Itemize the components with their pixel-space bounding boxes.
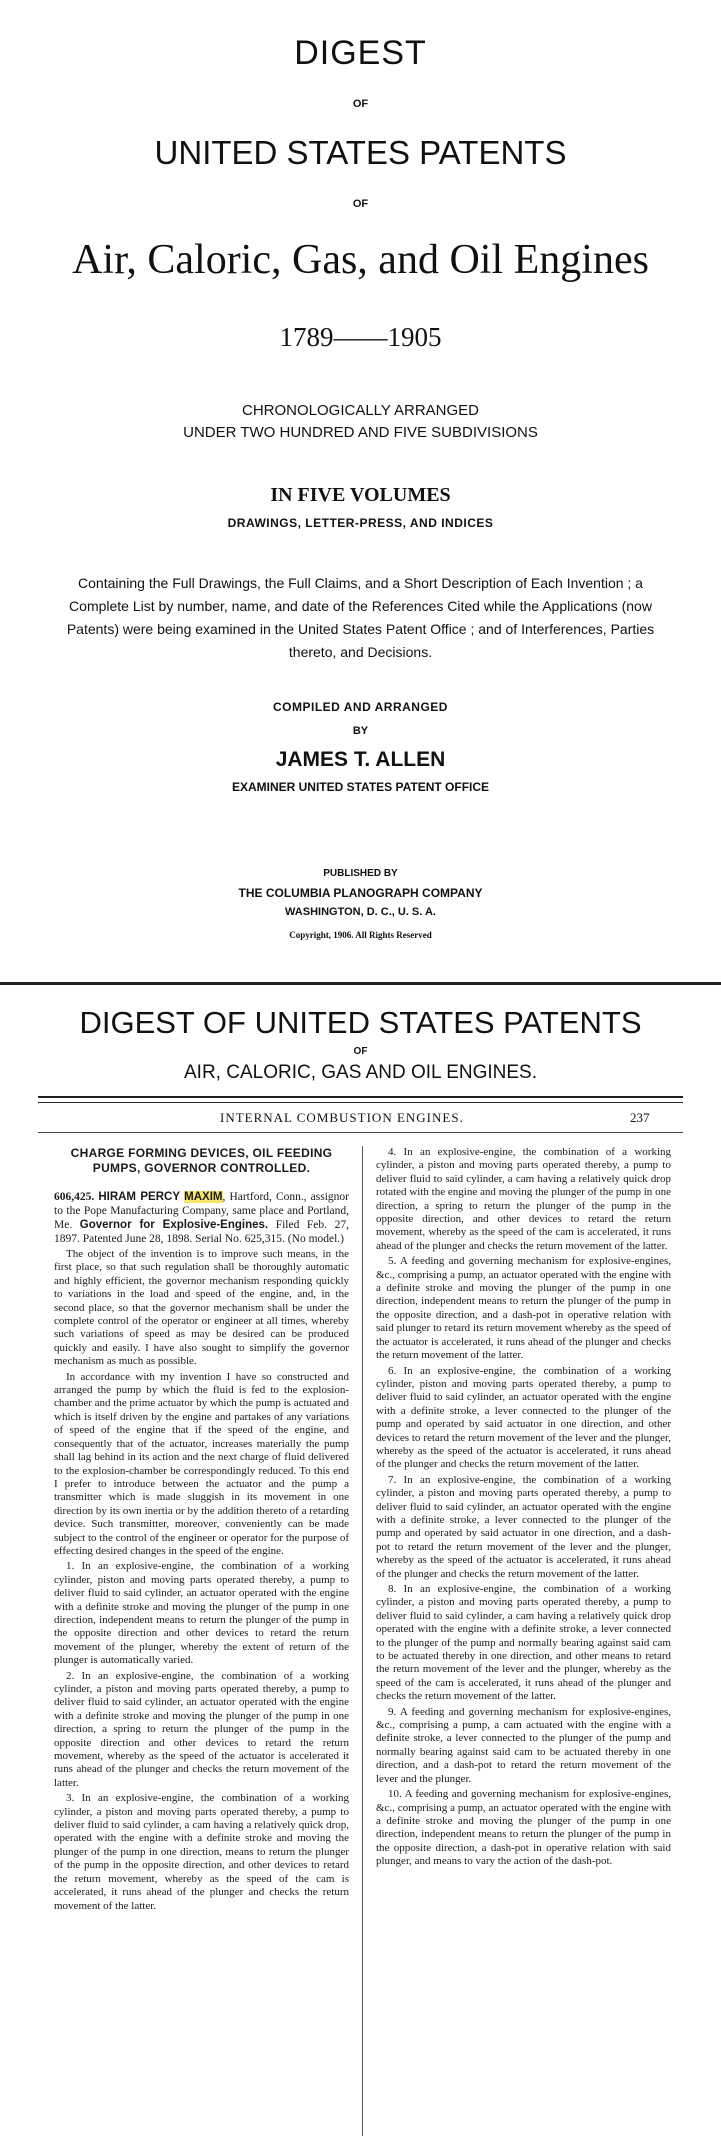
patent-subject: Governor for Explosive-Engines.: [79, 1219, 269, 1231]
description-paragraph-2: In accordance with my invention I have so constructed and arranged the pump by which the fluid is fed to the explosion-chamber and the prime actuator by which the pump is actuated and which is itself driven by the engine and partakes of any variations of speed of the engine that if the speed of the engine, and consequently that of the actuator, increases materially the pump shall lag behind in its action and the next charge of fluid delivered to the explosion-chamber be correspondingly reduced. To this end I prefer to introduce between the actuator and the pump a transmitter which is made sluggish in its movement in one direction by its own inertia or by the addition thereto of a retarding device. Such transmitter, moreover, conveniently can be made subject to the control of the engineer or operator for the purpose of effecting desired changes in the speed of the engine.: [54, 1370, 349, 1557]
title-of-1: OF: [352, 98, 369, 110]
title-by: BY: [352, 725, 369, 737]
claim-2: 2. In an explosive-engine, the combination of a working cylinder, a piston and moving parts operated thereby, a pump to deliver fluid to said cylinder, an actuator operated with the engine with a definite stroke and moving the plunger of the pump in one direction, a spring to return the plunger of the pump in the opposite direction and other devices to retard the return movement, whereby as the speed of the actuator is accelerated it runs ahead of the plunger and checks the return movement of the latter.: [54, 1669, 349, 1789]
claim-7: 7. In an explosive-engine, the combination of a working cylinder, a piston and moving parts operated thereby, a pump to deliver fluid to said cylinder, an actuator operated with the engine with a definite stroke, a lever connected to the plunger of the pump and operated by said actuator in one direction, and a dash-pot to retard the return movement of the lever and the plunger, whereby as the speed of the actuator is accelerated, it runs ahead of the plunger and checks the return movement of the latter.: [376, 1473, 671, 1580]
title-us-patents: UNITED STATES PATENTS: [154, 134, 567, 171]
claim-8: 8. In an explosive-engine, the combination of a working cylinder, a piston and moving parts operated thereby, a pump to deliver fluid to said cylinder, a cam having a relatively quick drop operated with the engine with a definite stroke, a lever connected to the plunger of the pump and normally bearing against said cam to be actuated thereby in one direction, and other means to retard the return movement of the lever and the plunger, whereby as the speed of the cam is accelerated, it runs ahead of the plunger and checks the return movement of the latter.: [376, 1583, 671, 1703]
description-paragraph-1: The object of the invention is to improve such means, in the first place, so that such regulation shall be thoroughly automatic and highly efficient, the governor mechanism responding quickly to variations in the load and speed of the engine, and, in the second place, so that the governor mechanism shall be under the complete control of the operator or engineer at all times, whereby such variations of speed as may be desired can be produced quickly and easily. I have also sought to simplify the governor mechanism as much as possible.: [54, 1248, 349, 1368]
title-author: JAMES T. ALLEN: [275, 748, 446, 771]
title-description: Containing the Full Drawings, the Full Claims, and a Short Description of Each Invention ; a Complete List by number, name, and date of the References Cited while the Applications (now Patents) were being examined in the United States Patent Office ; and of Interferences, Parties thereto, and Decisions.: [66, 575, 655, 660]
inventor-name: HIRAM PERCY: [98, 1191, 185, 1203]
title-digest: DIGEST: [294, 34, 427, 72]
title-copyright: Copyright, 1906. All Rights Reserved: [289, 930, 432, 940]
page-number: 237: [630, 1110, 650, 1125]
title-published-by: PUBLISHED BY: [323, 868, 398, 879]
patent-number: 606,425.: [54, 1191, 95, 1203]
digest-header-subtitle: AIR, CALORIC, GAS AND OIL ENGINES.: [184, 1062, 537, 1083]
inventor-name-highlight: MAXIM: [184, 1191, 223, 1203]
claim-1: 1. In an explosive-engine, the combination of a working cylinder, piston and moving parts operated thereby, a pump to deliver fluid to said cylinder, an actuator operated with the engine with a definite stroke and moving the plunger of the pump in one direction, independent means to return the plunger of the pump in the opposite direction and other devices to retard the return movement of the plunger, whereby the extent of return of the plunger is automatically varied.: [54, 1560, 349, 1667]
running-head: INTERNAL COMBUSTION ENGINES.: [220, 1110, 464, 1125]
title-engines: Air, Caloric, Gas, and Oil Engines: [72, 237, 649, 283]
digest-header-title: DIGEST OF UNITED STATES PATENTS: [79, 1005, 642, 1040]
title-chron-line-1: CHRONOLOGICALLY ARRANGED: [241, 402, 479, 419]
page-separator: [0, 982, 721, 985]
title-of-2: OF: [352, 198, 369, 210]
header-double-rule: [38, 1096, 683, 1103]
running-head-rule: [38, 1132, 683, 1133]
title-examiner: EXAMINER UNITED STATES PATENT OFFICE: [231, 780, 490, 794]
title-publisher: THE COLUMBIA PLANOGRAPH COMPANY: [238, 886, 483, 900]
section-heading: CHARGE FORMING DEVICES, OIL FEEDING PUMPS, GOVERNOR CONTROLLED.: [70, 1146, 333, 1175]
claim-5: 5. A feeding and governing mechanism for explosive-engines, &c., comprising a pump, an actuator operated with the engine with a definite stroke and moving the plunger of the pump in one direction, independent means to return the plunger of the pump in the opposite direction, and a dash-pot in operative relation with said plunger to retard its return movement whereby as the speed of the actuator is accelerated, it runs ahead of the plunger and checks the return movement of the latter.: [376, 1255, 671, 1362]
title-place: WASHINGTON, D. C., U. S. A.: [285, 906, 436, 918]
right-column: [376, 1146, 671, 1871]
title-drawings: DRAWINGS, LETTER-PRESS, AND INDICES: [227, 516, 494, 530]
title-volumes: IN FIVE VOLUMES: [270, 484, 451, 506]
column-divider: [362, 1146, 363, 2136]
left-column: [54, 1146, 349, 1915]
title-compiled: COMPILED AND ARRANGED: [273, 700, 448, 714]
claim-3: 3. In an explosive-engine, the combination of a working cylinder, a piston and moving parts operated thereby, a pump to deliver fluid to said cylinder, a cam having a relatively quick drop, operated with the engine with a definite stroke and moving the plunger of the pump in one direction, means to return the plunger of the pump in the opposite direction, and other devices to retard the return movement, whereby as the speed of the cam is accelerated, it runs ahead of the plunger and checks the return movement of the latter.: [54, 1792, 349, 1912]
digest-header-of: OF: [353, 1046, 368, 1057]
filing-details: Filed Feb. 27, 1897. Patented June 28, 1898. Serial No. 625,315. (No model.): [54, 1219, 349, 1245]
title-years: 1789——1905: [279, 322, 442, 352]
assignee-text: , Hartford, Conn., assignor to the Pope Manufacturing Company, same place and Portland, Me.: [54, 1191, 350, 1231]
claim-9: 9. A feeding and governing mechanism for explosive-engines, &c., comprising a pump, a cam actuated with the engine with a definite stroke, a lever connected to the plunger of the pump and normally bearing against said cam to be actuated thereby in one direction, and a dash-pot to retard the return movement of the lever and the plunger.: [376, 1705, 671, 1785]
title-chron-line-2: UNDER TWO HUNDRED AND FIVE SUBDIVISIONS: [183, 424, 538, 441]
title-chronology: [0, 400, 721, 444]
claim-6: 6. In an explosive-engine, the combination of a working cylinder, piston and moving parts operated thereby, a pump to deliver fluid to said cylinder, an actuator operated with the engine with a definite stroke, a lever connected to the plunger of the pump and operated by said actuator in one direction, and other devices to retard the return movement of the lever and the plunger, whereby as the speed of the actuator is accelerated, it runs ahead of the plunger and checks the return movement of the latter.: [376, 1364, 671, 1471]
claim-10: 10. A feeding and governing mechanism for explosive-engines, &c., comprising a pump, an actuator operated with the engine with a definite stroke and moving the plunger of the pump in one direction, independent means to return the plunger of the pump in the opposite direction, a dash-pot in operative relation with said plunger, and means to vary the action of the dash-pot.: [376, 1788, 671, 1868]
claim-4: 4. In an explosive-engine, the combination of a working cylinder, a piston and moving parts operated thereby, a pump to deliver fluid to said cylinder, a cam having a relatively quick drop rotated with the engine and moving the plunger of the pump in one direction, a spring to return the plunger of the pump in the opposite direction, and other devices to retard the return movement, whereby as the speed of the cam is accelerated, it runs ahead of the plunger and checks the return movement of the latter.: [376, 1146, 671, 1252]
patent-entry-header: [54, 1190, 349, 1246]
